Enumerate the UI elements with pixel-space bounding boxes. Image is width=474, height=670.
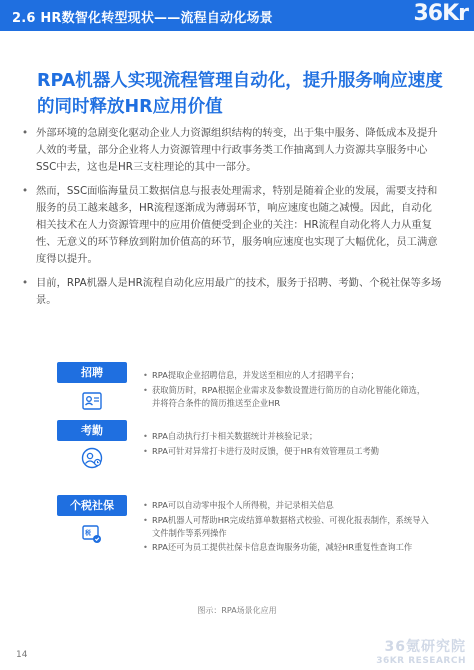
- svg-text:税: 税: [85, 530, 92, 537]
- bullet-item: [22, 125, 442, 177]
- bullet-item: [22, 183, 442, 269]
- bullet-item: [22, 275, 442, 309]
- tag-attendance: 考勤: [57, 420, 127, 441]
- list-item: • RPA机器人可帮助HR完成结算单数据格式校验、可视化报表制作，系统导入文件制作等系列操作: [143, 514, 429, 538]
- face-clock-icon: [80, 446, 104, 470]
- tax-icon: [80, 522, 104, 546]
- tag-tax-social-security: 个税社保: [57, 495, 127, 516]
- list-item: • RPA可针对异常打卡进行及时反馈，便于HR有效管理员工考勤: [143, 445, 380, 456]
- page-number: 14: [16, 650, 28, 660]
- recruitment-items: [143, 369, 433, 411]
- attendance-items: [143, 430, 433, 459]
- main-title: RPA机器人实现流程管理自动化，提升服务响应速度的同时释放HR应用价值: [37, 71, 443, 117]
- resume-icon: [80, 389, 104, 413]
- list-item: • RPA提取企业招聘信息，并发送至相应的人才招聘平台；: [143, 370, 359, 380]
- list-item: • RPA可以自动零申报个人所得税，并记录相关信息: [143, 500, 334, 510]
- tag-recruitment: 招聘: [57, 362, 127, 383]
- watermark: [376, 636, 466, 666]
- section-title: 2.6 HR数智化转型现状——流程自动化场景: [12, 11, 273, 26]
- tax-items: [143, 499, 433, 556]
- bullet-text: 目前，RPA机器人是HR流程自动化应用最广的技术，服务于招聘、考勤、个税社保等多场景。: [36, 276, 442, 306]
- bullet-list: [22, 125, 442, 315]
- list-item: • 获取简历时，RPA根据企业需求及参数设置进行简历的自动化智能化筛选，并将符合条件的简历推送至企业HR: [143, 384, 426, 408]
- bullet-dot: •: [22, 127, 29, 139]
- bullet-text: 然而，SSC面临海量员工数据信息与报表处理需求，特别是随着企业的发展，需要支持和服务的员工越来越多，HR流程逐渐成为薄弱环节，响应速度也随之减慢。因此，自动化相关技术在人力资源管理中的应用价值便受到企业的关注：HR流程自动化将人力从重复性、无意义的环节释放到附加价值高的环节，服务响应速度也实现了大幅优化，员工满意度得以提升。: [36, 184, 438, 266]
- list-item: • RPA还可为员工提供社保卡信息查询服务功能，减轻HR重复性查询工作: [143, 542, 413, 552]
- watermark-en: 36KR RESEARCH: [376, 656, 466, 666]
- figure-caption: 图示：RPA场景化应用: [197, 606, 277, 615]
- bullet-dot: •: [22, 184, 29, 197]
- list-item: • RPA自动执行打卡相关数据统计并核验记录；: [143, 431, 318, 441]
- watermark-cn: 36氪研究院: [384, 639, 466, 655]
- brand-logo: 36Kr: [413, 1, 468, 26]
- page-header: [0, 0, 474, 31]
- bullet-dot: •: [22, 276, 29, 289]
- bullet-text: 外部环境的急剧变化驱动企业人力资源组织结构的转变，出于集中服务、降低成本及提升人效的考量，部分企业将人力资源管理中行政事务类工作抽离到人力资源共享服务中心SSC中去，这也是HR三支柱理论的其中一部分。: [36, 127, 438, 174]
